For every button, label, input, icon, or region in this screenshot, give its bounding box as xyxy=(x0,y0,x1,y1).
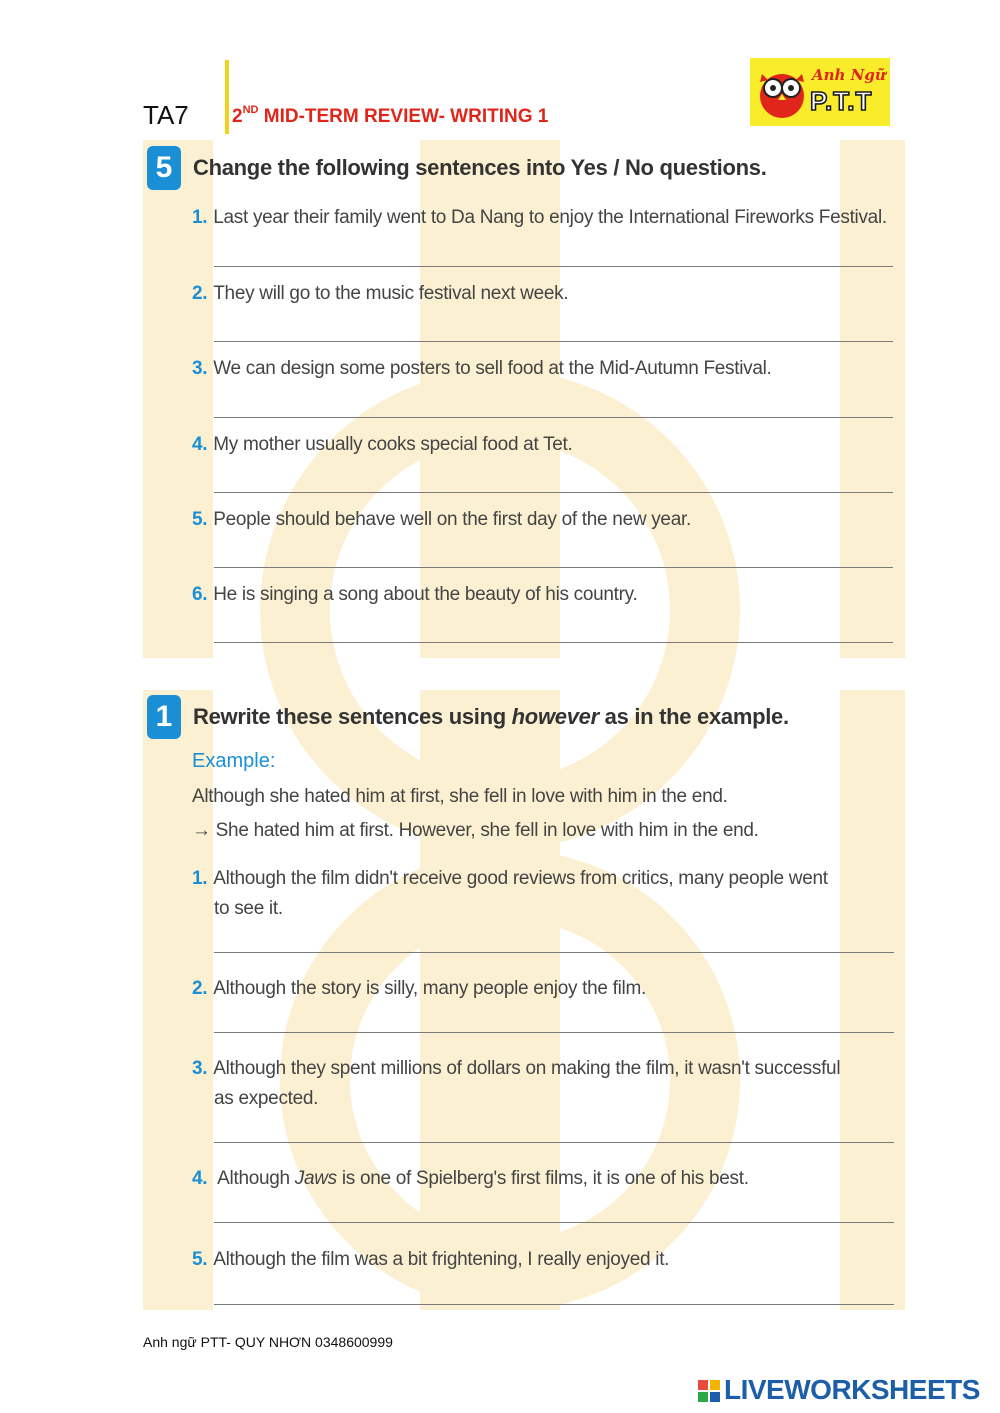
answer-line[interactable] xyxy=(214,341,893,342)
watermark-shape xyxy=(840,690,905,1310)
question-item: 1. Last year their family went to Da Nang to enjoy the International Fireworks Festival. xyxy=(192,207,887,228)
logo-text-top: Anh Ngữ xyxy=(812,66,886,84)
answer-line[interactable] xyxy=(214,417,893,418)
example-label: Example: xyxy=(192,750,276,772)
answer-line[interactable] xyxy=(214,1032,894,1033)
class-code: TA7 xyxy=(143,100,189,130)
question-item: 4. My mother usually cooks special food at Tet. xyxy=(192,434,573,455)
answer-line[interactable] xyxy=(214,492,893,493)
answer-line[interactable] xyxy=(214,1304,894,1305)
logo xyxy=(750,58,890,126)
page-title: 2ND MID-TERM REVIEW- WRITING 1 xyxy=(232,104,549,127)
brand-name: LIVEWORKSHEETS xyxy=(724,1374,980,1405)
answer-line[interactable] xyxy=(214,1222,894,1223)
example-answer: → She hated him at first. However, she fell in love with him in the end. xyxy=(192,820,759,841)
question-item: 2. They will go to the music festival next week. xyxy=(192,283,569,304)
section-badge: 1 xyxy=(147,695,181,739)
answer-line[interactable] xyxy=(214,266,893,267)
header-divider xyxy=(225,60,229,134)
question-item: 5. People should behave well on the first day of the new year. xyxy=(192,509,691,530)
section-title: Rewrite these sentences using however as in the example. xyxy=(193,704,789,729)
liveworksheets-icon xyxy=(698,1380,720,1402)
section-badge: 5 xyxy=(147,146,181,190)
answer-line[interactable] xyxy=(214,567,893,568)
answer-line[interactable] xyxy=(214,1142,894,1143)
section-title: Change the following sentences into Yes / No questions. xyxy=(193,155,767,180)
answer-line[interactable] xyxy=(214,952,894,953)
example-sentence: Although she hated him at first, she fell in love with him in the end. xyxy=(192,786,728,807)
answer-line[interactable] xyxy=(214,642,893,643)
question-item: 4. Although Jaws is one of Spielberg's first films, it is one of his best. xyxy=(192,1168,749,1189)
question-item: 3. Although they spent millions of dollars on making the film, it wasn't successful as expected. xyxy=(192,1058,841,1109)
owl-icon xyxy=(756,64,808,120)
logo-text-bottom: P.T.T xyxy=(810,86,873,116)
question-item: 2. Although the story is silly, many people enjoy the film. xyxy=(192,978,646,999)
question-item: 5. Although the film was a bit frightening, I really enjoyed it. xyxy=(192,1249,670,1270)
question-item: 6. He is singing a song about the beauty of his country. xyxy=(192,584,638,605)
question-item: 1. Although the film didn't receive good reviews from critics, many people went to see it. xyxy=(192,868,828,919)
question-item: 3. We can design some posters to sell food at the Mid-Autumn Festival. xyxy=(192,358,772,379)
footer-contact: Anh ngữ PTT- QUY NHƠN 0348600999 xyxy=(143,1334,393,1350)
